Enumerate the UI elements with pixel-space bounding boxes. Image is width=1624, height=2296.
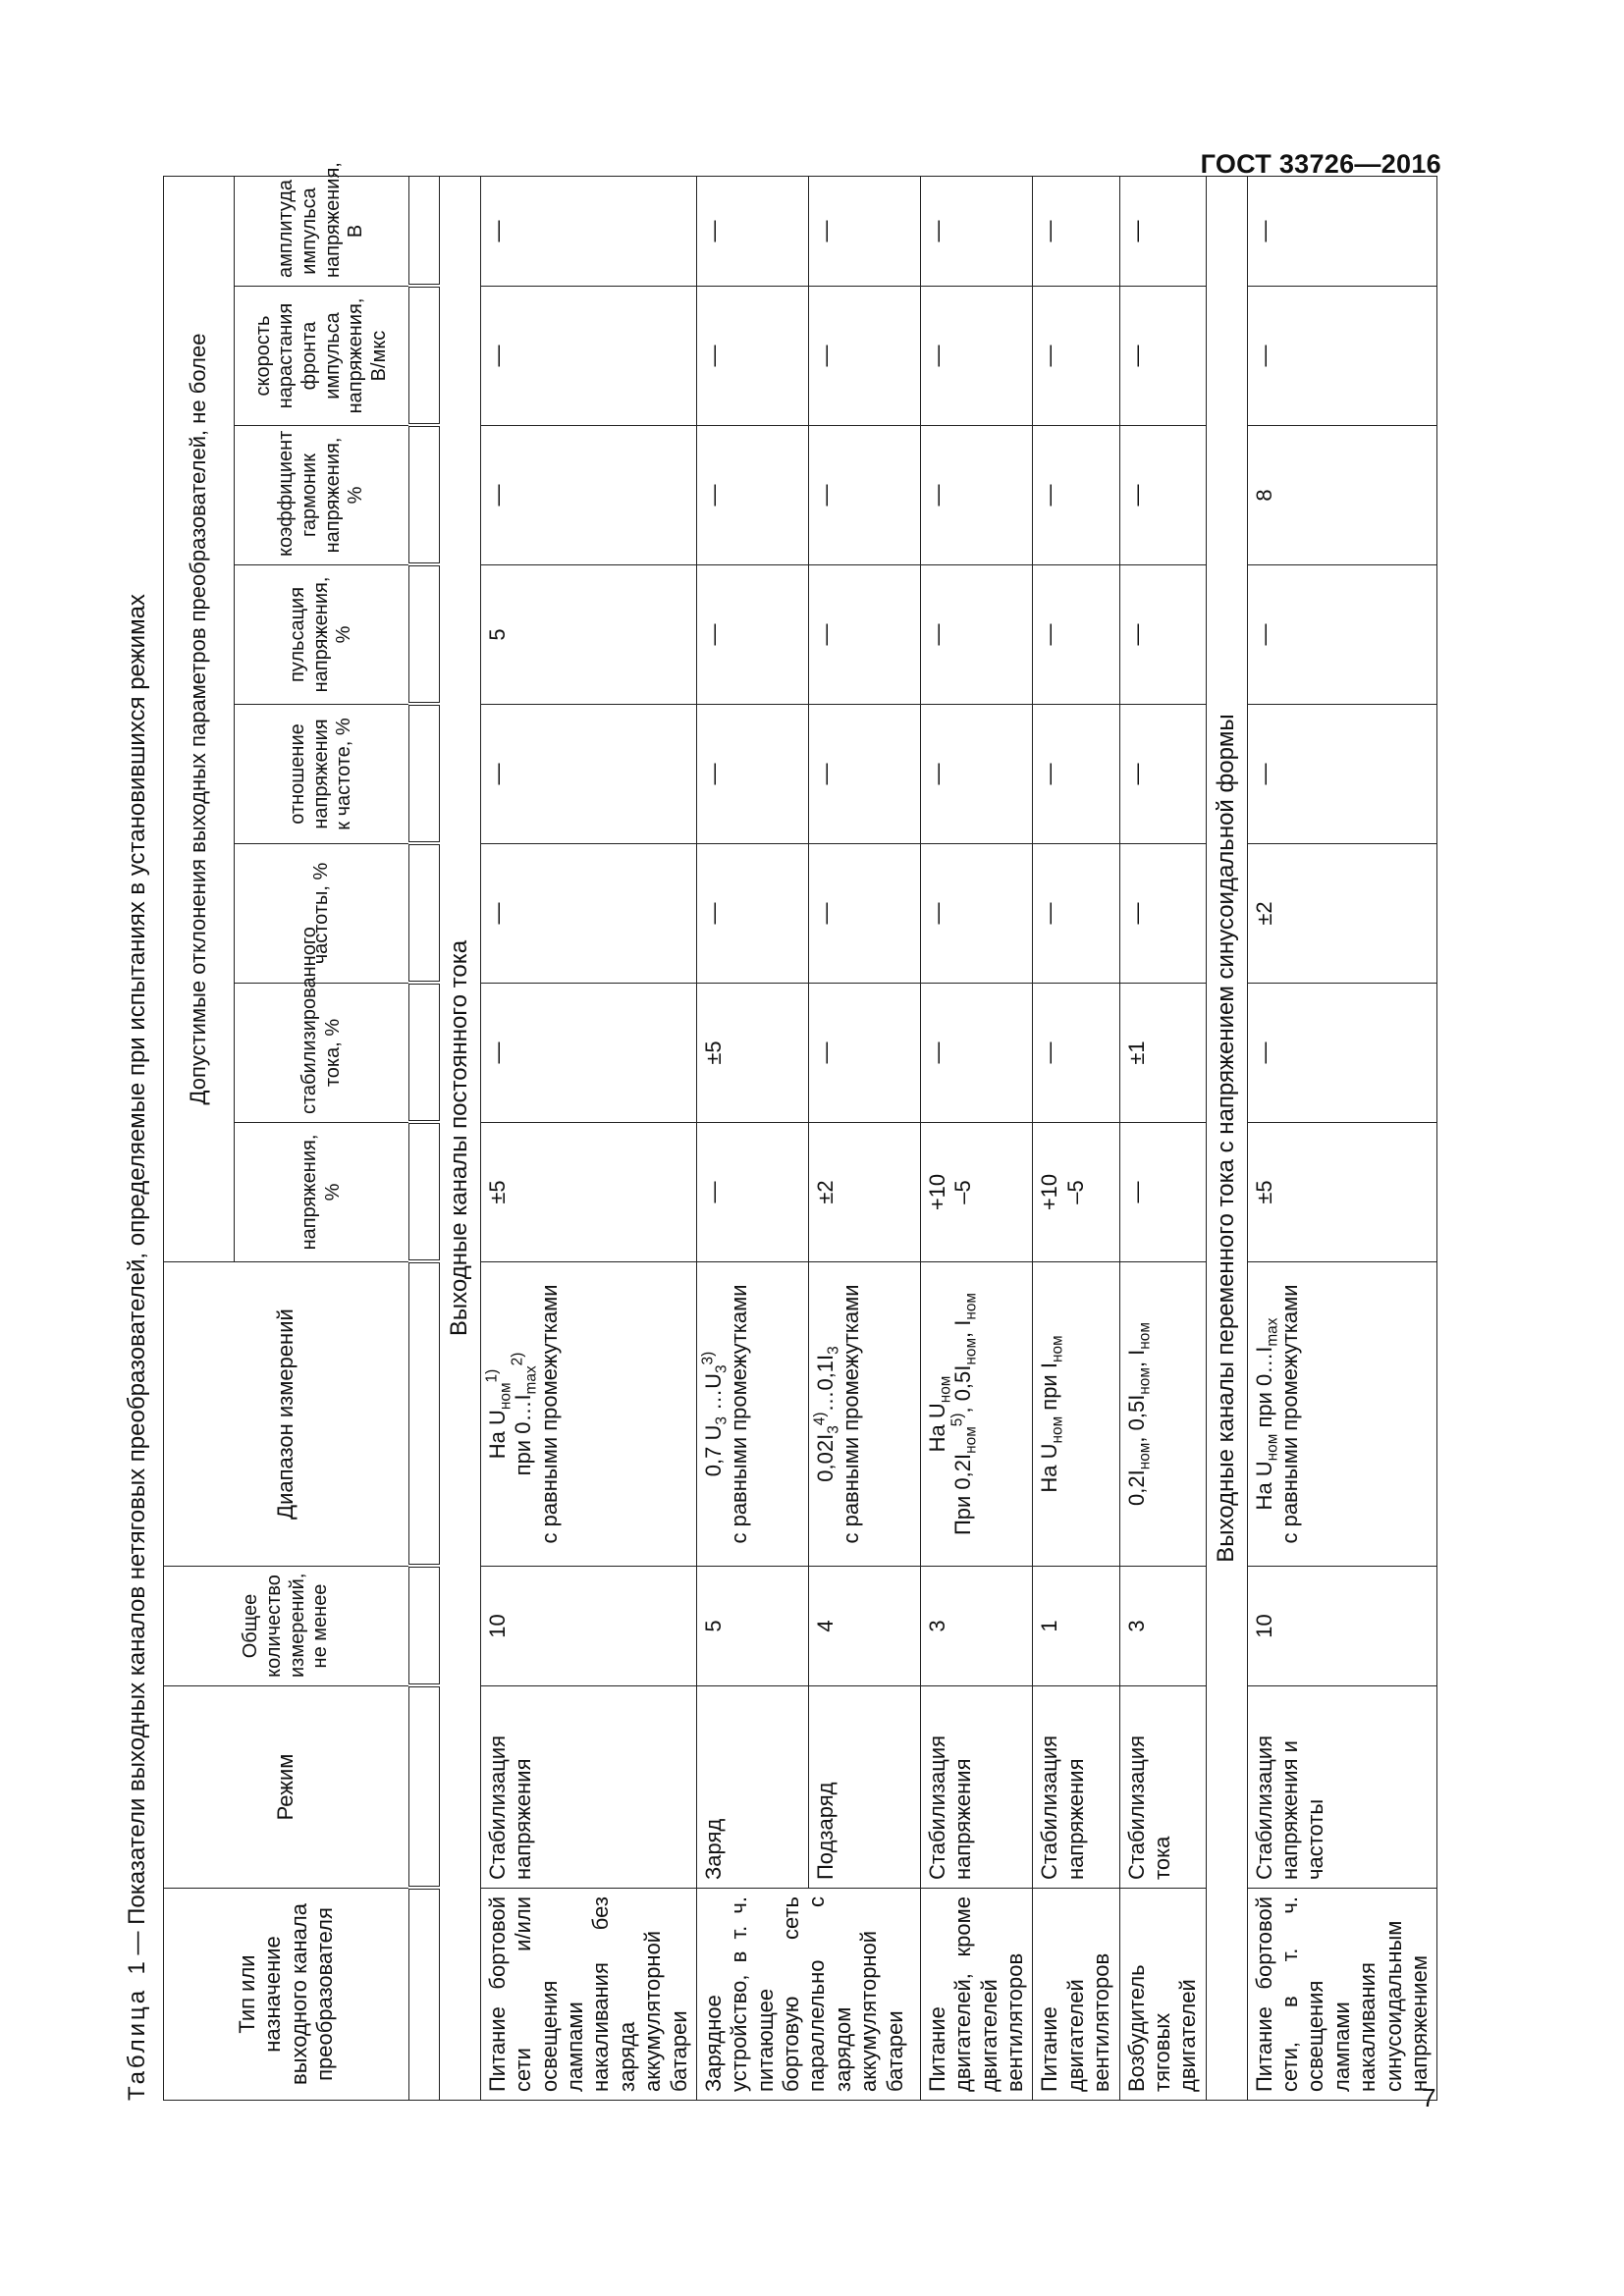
col-header-mode: Режим: [164, 1686, 409, 1889]
cell-type: Питание двигателей вентиляторов: [1033, 1889, 1119, 2101]
table-row: Зарядное устройство, в т. ч. питающее бортовую сеть параллельно с зарядом аккумуляторной батареи Заряд 5 0,7 $U_3$ $\dots U_3^{3)}$ с равными промежутками — ±5 — — — — — —: [696, 177, 808, 2101]
col-header-type: Тип или назначение выходного канала преобразователя: [164, 1889, 409, 2101]
cell-voltage: +10 –5: [1033, 1123, 1119, 1262]
col-header-group: Допустимые отклонения выходных параметров преобразователей, не более: [164, 177, 235, 1262]
cell-mode: Стабилизация напряжения: [1033, 1686, 1119, 1889]
table-row: Питание бортовой сети и/или освещения лампами накаливания без заряда аккумуляторной батареи Стабилизация напряжения 10 На $U_{ном}^{1)}$ при $0\dots I_{max}^{2)}$ с равными промежутками ±5 — — — 5 — — —: [480, 177, 696, 2101]
section-ac: Выходные каналы переменного тока с напряжением синусоидальной формы: [1206, 177, 1247, 2101]
cell-mode: Стабилизация тока: [1119, 1686, 1206, 1889]
cell-range: На $U_{ном}$ При $0,2I_{ном}^{5)}$, $0,5I_{ном}$, $I_{ном}$: [920, 1262, 1033, 1567]
cell-range: На $U_{ном}$ при $0\dots I_{max}$ с равными промежутками: [1247, 1262, 1437, 1567]
section-dc: Выходные каналы постоянного тока: [440, 177, 481, 2101]
cell-count: 3: [920, 1567, 1033, 1686]
table-row: Питание двигателей вентиляторов Стабилизация напряжения 1 На $U_{ном}$ при $I_{ном}$ +10 –5 — — — — — — —: [1033, 177, 1119, 2101]
table-row: Питание бортовой сети, в т. ч. освещения лампами накаливания синусоидальным напряжением Стабилизация напряжения и частоты 10 На $U_{ном}$ при $0\dots I_{max}$ с равными промежутками ±5 — ±2 — — 8 — —: [1247, 177, 1437, 2101]
cell-voltage: +10 –5: [920, 1123, 1033, 1262]
col-header-voltage: напряжения, %: [235, 1123, 409, 1262]
cell-count: 5: [696, 1567, 808, 1686]
cell-type: Питание двигателей, кроме двигателей вентиляторов: [920, 1889, 1033, 2101]
cell-mode: Подзаряд: [808, 1686, 920, 1889]
cell-mode: Стабилизация напряжения: [480, 1686, 696, 1889]
table-caption: [108, 177, 167, 2101]
document-code: ГОСТ 33726—2016: [1200, 149, 1441, 179]
cell-count: 3: [1119, 1567, 1206, 1686]
cell-type: Питание бортовой сети и/или освещения лампами накаливания без заряда аккумуляторной батареи: [480, 1889, 696, 2101]
cell-count: 1: [1033, 1567, 1119, 1686]
cell-mode: Стабилизация напряжения: [920, 1686, 1033, 1889]
cell-range: $0,2I_{ном}$, $0,5I_{ном}$, $I_{ном}$: [1119, 1262, 1206, 1567]
cell-type: Возбудитель тяговых двигателей: [1119, 1889, 1206, 2101]
cell-range: $0,02I_3^{4)}\dots 0,1I_3$ с равными промежутками: [808, 1262, 920, 1567]
col-header-amplitude: амплитуда импульса напряжения, В: [235, 177, 409, 287]
caption-label: Таблица: [124, 1987, 150, 2101]
col-header-ripple: пульсация напряжения, %: [235, 565, 409, 705]
caption-text: — Показатели выходных каналов нетяговых преобразователей, определяемые при испытаниях в установившихся режимах: [124, 594, 150, 1955]
table-row: Подзаряд 4 $0,02I_3^{4)}\dots 0,1I_3$ с равными промежутками ±2 — — — — — — —: [808, 177, 920, 2101]
col-header-harmonic: коэффициент гармоник напряжения, %: [235, 426, 409, 565]
cell-type: Зарядное устройство, в т. ч. питающее бортовую сеть параллельно с зарядом аккумуляторной батареи: [696, 1889, 920, 2101]
col-header-range: Диапазон измерений: [164, 1262, 409, 1567]
cell-count: 10: [480, 1567, 696, 1686]
cell-range: 0,7 $U_3$ $\dots U_3^{3)}$ с равными промежутками: [696, 1262, 808, 1567]
table-row: Возбудитель тяговых двигателей Стабилизация тока 3 $0,2I_{ном}$, $0,5I_{ном}$, $I_{ном}$ — ±1 — — — — — —: [1119, 177, 1206, 2101]
cell-type: Питание бортовой сети, в т. ч. освещения лампами накаливания синусоидальным напряжением: [1247, 1889, 1437, 2101]
cell-range: На $U_{ном}^{1)}$ при $0\dots I_{max}^{2)}$ с равными промежутками: [480, 1262, 696, 1567]
double-rule-row: [409, 177, 440, 2101]
col-header-frequency: частоты, %: [235, 844, 409, 984]
cell-range: На $U_{ном}$ при $I_{ном}$: [1033, 1262, 1119, 1567]
cell-mode: Заряд: [696, 1686, 808, 1889]
col-header-count: Общее количество измерений, не менее: [164, 1567, 409, 1686]
table-row: Питание двигателей, кроме двигателей вентиляторов Стабилизация напряжения 3 На $U_{ном}$ При $0,2I_{ном}^{5)}$, $0,5I_{ном}$, $I_{ном}$ +10 –5 — — — — — — —: [920, 177, 1033, 2101]
caption-number: 1: [124, 1961, 150, 1975]
col-header-stab-current: стабилизированного тока, %: [235, 984, 409, 1123]
col-header-ratio: отношение напряжения к частоте, %: [235, 705, 409, 844]
col-header-rise-rate: скорость нарастания фронта импульса напряжения, В/мкс: [235, 287, 409, 426]
cell-count: 4: [808, 1567, 920, 1686]
cell-mode: Стабилизация напряжения и частоты: [1247, 1686, 1437, 1889]
cell-count: 10: [1247, 1567, 1437, 1686]
page-number: 7: [1422, 2083, 1436, 2112]
